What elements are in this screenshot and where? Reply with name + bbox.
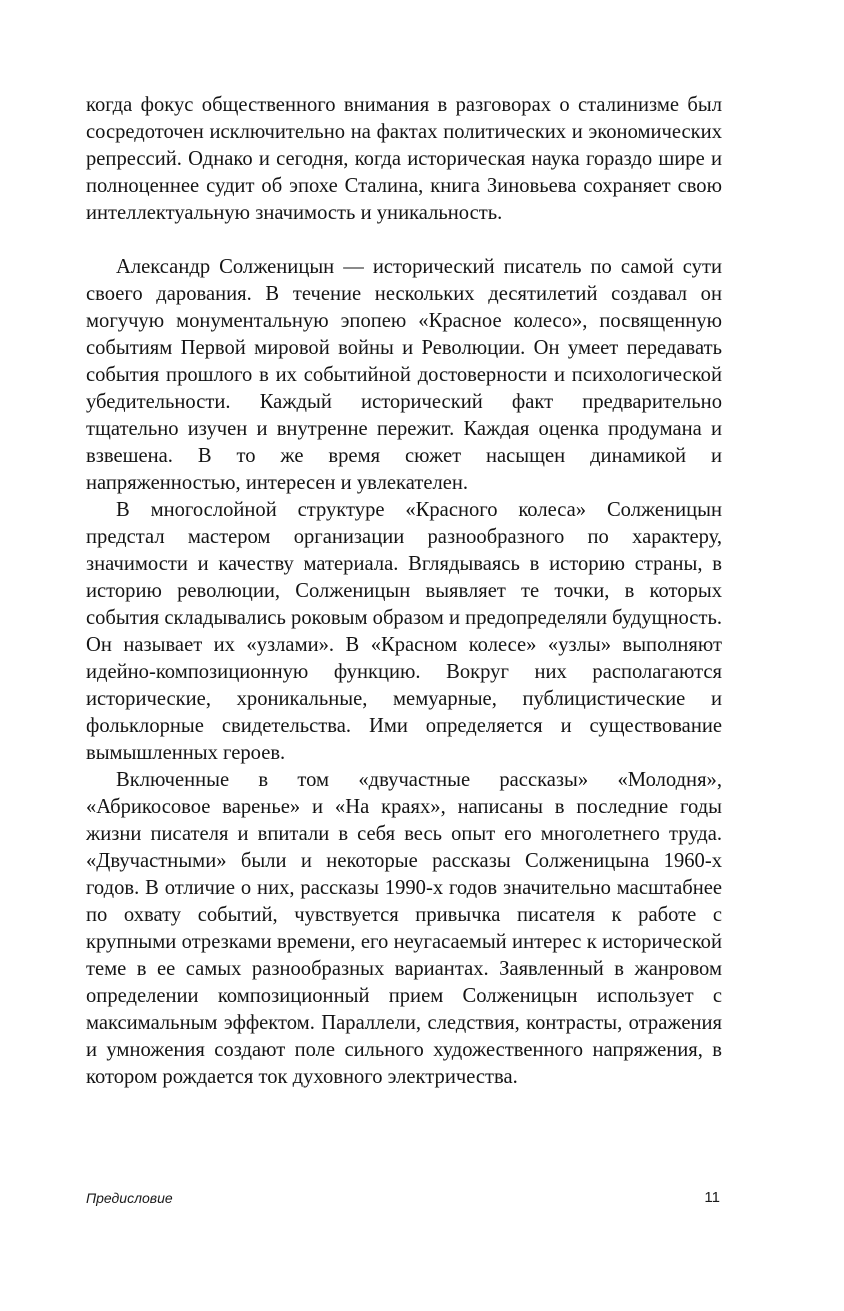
running-footer-section: Предисловие [86, 1190, 173, 1206]
page-number: 11 [704, 1189, 720, 1206]
body-text [86, 92, 722, 1091]
paragraph-red-wheel-structure: В многослойной структуре «Красного колеса» Солженицын предстал мастером организации разнообразного по характеру, значимости и качеству материала. Вглядываясь в историю страны, в историю революции, Солженицын выявляет те точки, в которых события складывались роковым образом и предопределяли будущность. Он называет их «узлами». В «Красном колесе» «узлы» выполняют идейно-композиционную функцию. Вокруг них располагаются исторические, хроникальные, мемуарные, публицистические и фольклорные свидетельства. Ими определяется и существование вымышленных героев. [86, 499, 722, 764]
paragraph-two-part-stories: Включенные в том «двучастные рассказы» «Молодня», «Абрикосовое варенье» и «На краях», написаны в последние годы жизни писателя и впитали в себя весь опыт его многолетнего труда. «Двучастными» были и некоторые рассказы Солженицына 1960-х годов. В отличие о них, рассказы 1990-х годов значительно масштабнее по охвату событий, чувствуется привычка писателя к работе с крупными отрезками времени, его неугасаемый интерес к исторической теме в ее самых разнообразных вариантах. Заявленный в жанровом определении композиционный прием Солженицын использует с максимальным эффектом. Параллели, следствия, контрасты, отражения и умножения создают поле сильного художественного напряжения, в котором рождается ток духовного электричества. [86, 769, 722, 1088]
paragraph-continuation: когда фокус общественного внимания в разговорах о сталинизме был сосредоточен исключительно на фактах политических и экономических репрессий. Однако и сегодня, когда историческая наука гораздо шире и полноценнее судит об эпохе Сталина, книга Зиновьева сохраняет свою интеллектуальную значимость и уникальность. [86, 94, 722, 224]
paragraph-solzhenitsyn-intro: Александр Солженицын — исторический писатель по самой сути своего дарования. В течение нескольких десятилетий создавал он могучую монументальную эпопею «Красное колесо», посвященную событиям Первой мировой войны и Революции. Он умеет передавать события прошлого в их событийной достоверности и психологической убедительности. Каждый исторический факт предварительно тщательно изучен и внутренне пережит. Каждая оценка продумана и взвешена. В то же время сюжет насыщен динамикой и напряженностью, интересен и увлекателен. [86, 256, 722, 494]
section-break [86, 227, 722, 254]
